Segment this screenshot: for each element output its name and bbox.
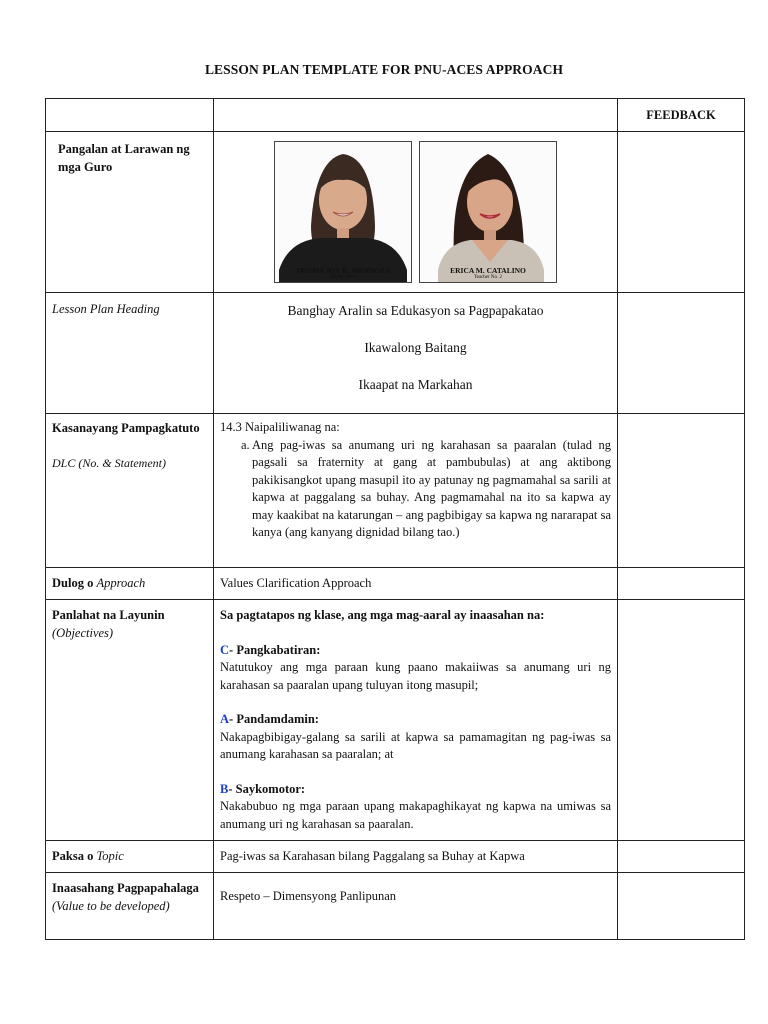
heading-feedback-cell [618, 293, 745, 414]
lesson-plan-table [45, 98, 745, 940]
feedback-header: FEEDBACK [618, 99, 745, 132]
competency-sublabel: DLC (No. & Statement) [52, 455, 166, 470]
header-row [46, 99, 745, 132]
heading-label: Lesson Plan Heading [52, 302, 160, 316]
teacher-2-portrait-image [420, 142, 556, 282]
objectives-feedback-cell [618, 600, 745, 841]
header-cell-empty-1 [46, 99, 214, 132]
teacher-1-role: Teacher No.1 [329, 275, 357, 280]
approach-feedback-cell [618, 568, 745, 600]
competency-item-marker: a. [241, 437, 250, 452]
objectives-label: Panlahat na Layunin [52, 608, 165, 622]
value-value: Respeto – Dimensyong Panlipunan [220, 889, 397, 903]
teacher-photo-2 [419, 141, 557, 283]
approach-value: Values Clarification Approach [220, 576, 372, 590]
topic-row [46, 841, 745, 873]
competency-item [220, 437, 611, 542]
objectives-row [46, 600, 745, 841]
teacher-2-name: ERICA M. CATALINO [450, 266, 526, 275]
teacher-photo-1 [274, 141, 412, 283]
teacher-1-name: TRISHA JOY R. MENDOZA [295, 266, 391, 275]
value-label: Inaasahang Pagpapahalaga [52, 881, 199, 895]
heading-line-1: Banghay Aralin sa Edukasyon sa Pagpapakatao [287, 303, 544, 318]
approach-row [46, 568, 745, 600]
topic-label: Paksa o Topic [52, 849, 124, 863]
value-sublabel: (Value to be developed) [52, 898, 170, 913]
value-feedback-cell [618, 873, 745, 940]
competency-item-text: Ang pag-iwas sa anumang uri ng karahasan sa paaralan (tulad ng pagsali sa fraternity at gang at pambubulas) at ang aktibong pakikisangkot upang masupil ito ay patunay ng pagmamahal sa sarili at kapwa at paggalang sa buhay. Ang pagmamahal na ito sa kapwa ay may kaakibat na katarungan – ang pagbibigay sa kapwa ng nararapat sa kanya (ang kanyang dignidad bilang tao.) [252, 437, 611, 539]
heading-line-2: Ikawalong Baitang [364, 340, 467, 355]
objective-affective: A- Pandamdamin: Nakapagbibigay-galang sa sarili at kapwa sa pamamagitan ng pag-iwas sa anumang karahasan sa paaralan; at [220, 712, 611, 761]
lesson-heading [214, 293, 617, 394]
approach-label: Dulog o Approach [52, 576, 146, 590]
teacher-photos [214, 132, 617, 283]
objective-cognitive: C- Pangkabatiran: Natutukoy ang mga paraan kung paano makaiiwas sa anumang uri ng karahasan sa paaralan upang tuluyan itong masupil; [220, 642, 611, 692]
competency-feedback-cell [618, 414, 745, 568]
header-cell-empty-2 [214, 99, 618, 132]
competency-row [46, 414, 745, 568]
document-title: LESSON PLAN TEMPLATE FOR PNU-ACES APPROACH [204, 62, 564, 77]
heading-line-3: Ikaapat na Markahan [358, 377, 473, 392]
objectives-intro: Sa pagtatapos ng klase, ang mga mag-aaral ay inaasahan na: [220, 608, 545, 622]
competency-intro: 14.3 Naipaliliwanag na: [220, 420, 340, 434]
teachers-feedback-cell [618, 132, 745, 293]
teachers-label: Pangalan at Larawan ng mga Guro [58, 142, 190, 174]
topic-value: Pag-iwas sa Karahasan bilang Paggalang sa Buhay at Kapwa [220, 849, 525, 863]
topic-feedback-cell [618, 841, 745, 873]
teacher-1-portrait-image [275, 142, 411, 282]
objectives-sublabel: (Objectives) [52, 625, 114, 640]
teachers-row [46, 132, 745, 293]
heading-row [46, 293, 745, 414]
objective-psychomotor: B- Saykomotor: Nakabubuo ng mga paraan upang makapaghikayat ng kapwa na umiwas sa anumang uri ng karahasan sa paaralan. [220, 781, 611, 831]
competency-label: Kasanayang Pampagkatuto [52, 421, 200, 435]
value-row [46, 873, 745, 940]
teacher-2-role: Teacher No. 2 [473, 275, 503, 280]
